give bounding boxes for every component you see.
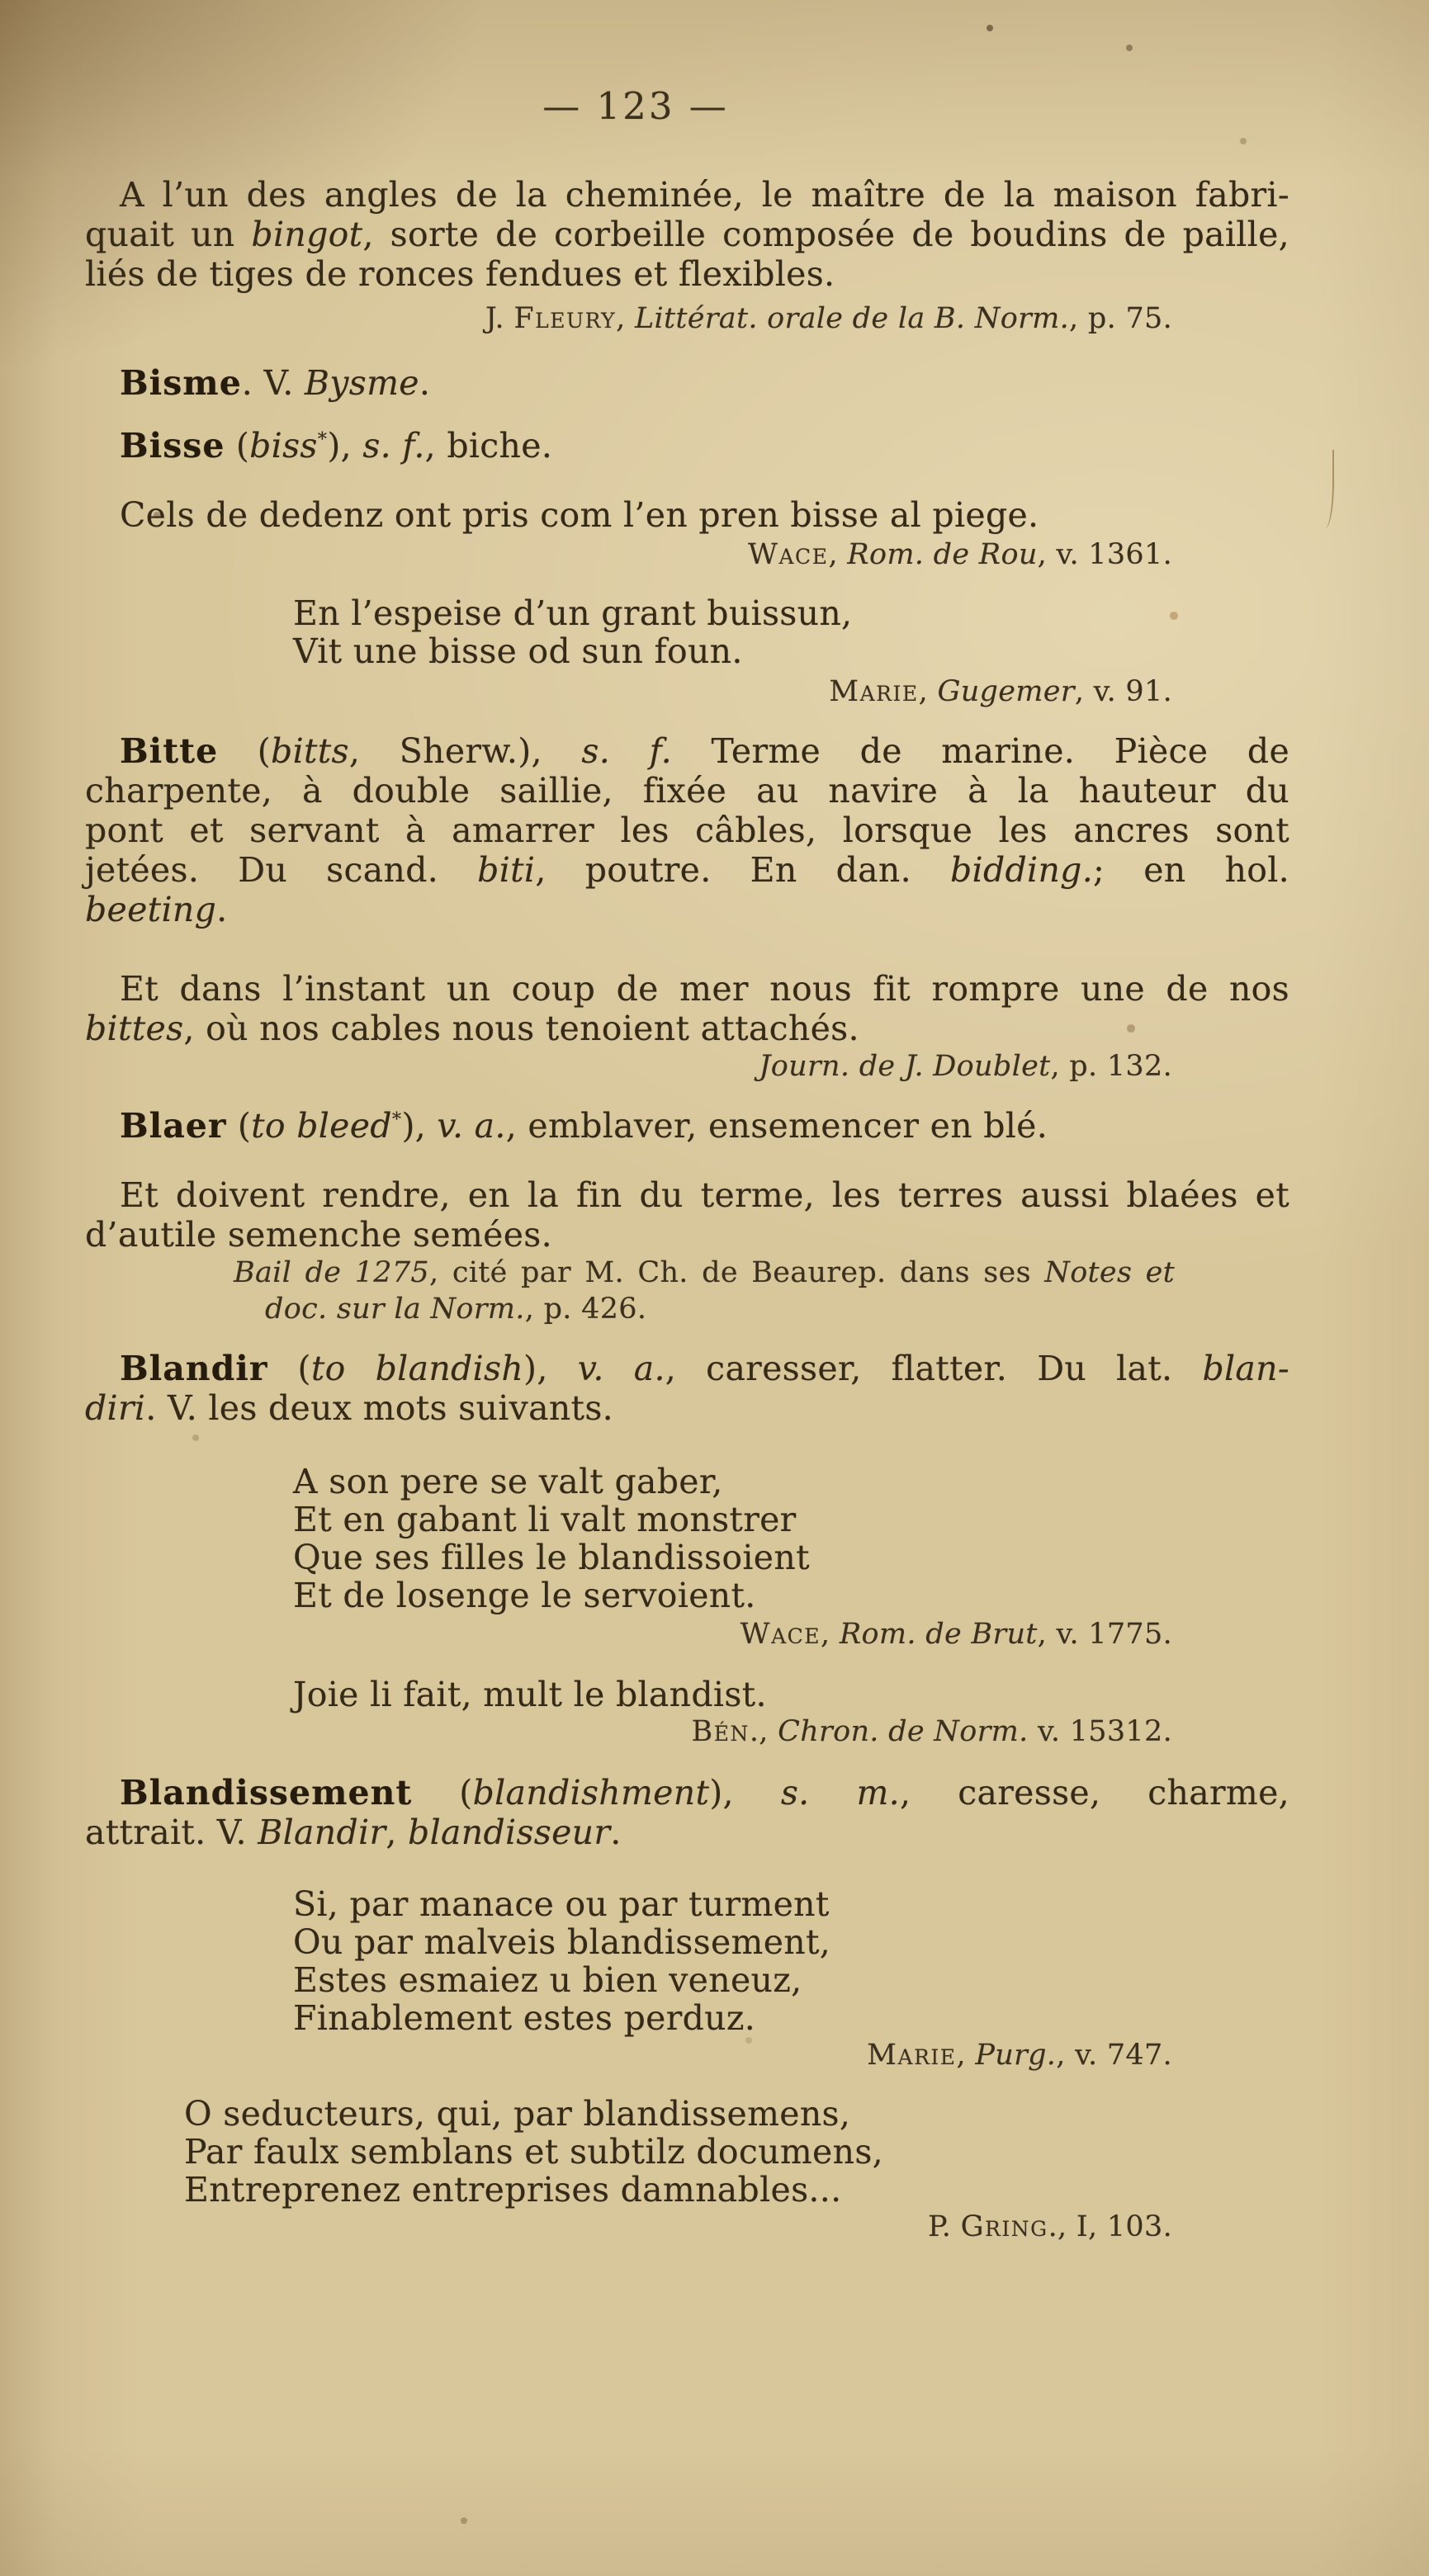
text-run: to blandish [310, 1349, 524, 1388]
text-line [85, 969, 1289, 1009]
text-run: Blaer [120, 1106, 227, 1146]
text-run: , Sherw.), [348, 731, 582, 771]
text-run: Que ses filles le blandissoient [293, 1538, 810, 1577]
text-run: Terme de marine. Pièce de [671, 731, 1290, 771]
citation-wace-brut [85, 1616, 1289, 1652]
text-run: Si, par manace ou par turment [293, 1884, 830, 1924]
text-run: , poutre. En dan. [535, 850, 950, 890]
text-run: . [419, 363, 431, 403]
text-line [85, 1388, 1289, 1428]
text-run: Gugemer [937, 675, 1075, 708]
text-run: Rom. de Brut [839, 1618, 1038, 1651]
text-run: blan- [1202, 1349, 1289, 1388]
text-run: quait un [85, 215, 252, 254]
quote-o-seducteurs [184, 2095, 1289, 2209]
text-run: , p. 75. [1069, 302, 1172, 335]
text-line [293, 632, 1289, 670]
entry-blaer [85, 1106, 1289, 1146]
text-run: Purg. [975, 2039, 1057, 2072]
text-run: ( [225, 426, 250, 466]
text-run: Blandir [258, 1813, 386, 1852]
text-run: Wace [740, 1618, 821, 1651]
text-run: ), [709, 1773, 781, 1813]
text-run: s. f. [362, 426, 425, 466]
text-run: Bisme [120, 363, 242, 403]
text-run: Par faulx semblans et subtilz documens, [184, 2132, 883, 2172]
text-line [85, 1813, 1289, 1852]
text-run: Ou par malveis blandissement, [293, 1922, 831, 1962]
text-run: biss [249, 426, 318, 466]
text-run: Et dans l’instant un coup de mer nous fit rompre une de nos [120, 969, 1289, 1009]
text-run: biti [477, 850, 536, 890]
text-run: Blandir [120, 1349, 268, 1388]
text-line [85, 771, 1289, 811]
text-line [85, 890, 1289, 929]
text-line [85, 254, 1289, 294]
text-line [184, 2095, 1289, 2133]
text-run: A son pere se valt gaber, [293, 1462, 723, 1501]
text-line [85, 426, 1289, 466]
text-run: * [317, 428, 328, 451]
text-line [85, 1175, 1289, 1215]
text-run: diri [85, 1388, 146, 1428]
text-run: v. 15312. [1028, 1715, 1172, 1748]
text-run: Joie li fait, mult le blandist. [293, 1675, 767, 1714]
text-run: v. a. [577, 1349, 665, 1388]
text-line [85, 1106, 1289, 1146]
text-run: Marie [829, 675, 919, 708]
page-number: — 123 — [542, 84, 729, 128]
verse-joie [293, 1676, 1289, 1713]
text-run: , où nos cables nous tenoient attachés. [183, 1009, 859, 1048]
text-run: ( [267, 1349, 311, 1388]
text-run: , biche. [424, 426, 553, 466]
text-run: jetées. Du scand. [85, 850, 478, 890]
text-line [234, 1291, 1175, 1327]
text-run: Journ. de J. Doublet [759, 1050, 1051, 1083]
text-line [85, 175, 1289, 215]
text-line [293, 1923, 1289, 1961]
text-run: s. f. [581, 731, 672, 771]
text-run: Fleury [513, 302, 617, 335]
text-run: s. m. [780, 1773, 900, 1813]
text-line [85, 363, 1289, 403]
text-line [293, 1539, 1289, 1576]
text-run: ., I, 103. [1048, 2210, 1172, 2243]
quote-et-doivent [85, 1175, 1289, 1255]
text-run: * [391, 1108, 402, 1131]
text-line [293, 1576, 1289, 1614]
text-line [293, 1999, 1289, 2037]
text-run: , cité par M. Ch. de Beaurep. dans ses [429, 1256, 1045, 1289]
text-run: Chron. de Norm. [778, 1715, 1029, 1748]
citation-marie-purg [85, 2037, 1289, 2073]
text-run: v. a. [437, 1106, 506, 1146]
text-run: Gring [960, 2210, 1048, 2243]
text-run: bittes [85, 1009, 184, 1048]
text-line [85, 1713, 1172, 1750]
text-line [293, 1501, 1289, 1539]
text-run: liés de tiges de ronces fendues et flexibles. [85, 254, 835, 294]
citation-doublet [85, 1048, 1289, 1085]
text-run: . V. les deux mots suivants. [145, 1388, 614, 1428]
text-run: ), [401, 1106, 438, 1146]
text-line [234, 1255, 1175, 1291]
text-run: ( [226, 1106, 252, 1146]
text-run: ., [749, 1715, 778, 1748]
citation-ben [85, 1713, 1289, 1750]
text-run: Blandissement [120, 1773, 413, 1813]
text-run: , caresser, flatter. Du lat. [665, 1349, 1203, 1388]
paper-specks [0, 0, 3, 3]
text-run: Et doivent rendre, en la fin du terme, les terres aussi blaées et [120, 1175, 1289, 1215]
text-run: doc. sur la Norm. [265, 1293, 525, 1326]
verse-si-par-manace [293, 1885, 1289, 2037]
text-run: Et en gabant li valt monstrer [293, 1500, 797, 1539]
text-run: attrait. V. [85, 1813, 258, 1852]
text-line [85, 674, 1172, 710]
text-run: ), [523, 1349, 578, 1388]
text-run: bingot [251, 215, 363, 254]
text-run: , sorte de corbeille composée de boudins de paille, [362, 215, 1289, 254]
text-line [85, 2037, 1172, 2073]
text-run: J. [485, 302, 514, 335]
text-run: , v. 747. [1056, 2039, 1172, 2072]
text-line [85, 536, 1172, 573]
text-run: . [610, 1813, 622, 1852]
text-run: beeting [85, 890, 217, 929]
paragraph-bingot [85, 175, 1289, 294]
text-line [85, 1349, 1289, 1388]
text-run: , v. 1775. [1037, 1618, 1172, 1651]
text-line [85, 1616, 1172, 1652]
entry-blandir [85, 1349, 1289, 1428]
text-line [85, 2209, 1172, 2245]
text-line [85, 811, 1289, 850]
text-run: , v. 1361. [1037, 538, 1172, 571]
text-run: Bail de 1275 [234, 1256, 430, 1289]
text-run: bidding. [950, 850, 1094, 890]
paper-fiber [1319, 450, 1334, 528]
text-run: , [616, 302, 635, 335]
text-run: Wace [748, 538, 829, 571]
text-line [85, 850, 1289, 890]
text-run: P. [927, 2210, 961, 2243]
text-run: , [828, 538, 848, 571]
text-run: Bisse [120, 426, 225, 466]
entry-bisme [85, 363, 1289, 403]
text-line [85, 495, 1289, 535]
text-run: Cels de dedenz ont pris com l’en pren bisse al piege. [120, 495, 1039, 535]
text-run: to bleed [251, 1106, 392, 1146]
text-run: ( [412, 1773, 473, 1813]
text-run: blandishment [472, 1773, 710, 1813]
text-run: , [386, 1813, 409, 1852]
text-run: , [956, 2039, 976, 2072]
text-run: Et de losenge le servoient. [293, 1576, 756, 1615]
text-run: Notes et [1044, 1256, 1175, 1289]
text-line [85, 1773, 1289, 1813]
entry-bisse [85, 426, 1289, 466]
text-line [85, 1009, 1289, 1048]
citation-fleury [85, 300, 1289, 337]
citation-wace-rou [85, 536, 1289, 573]
text-run: bitts [271, 731, 349, 771]
text-content [85, 0, 1289, 2245]
text-run: , [821, 1618, 840, 1651]
verse-a-son-pere [293, 1463, 1289, 1614]
text-run: O seducteurs, qui, par blandissemens, [184, 2094, 851, 2134]
text-line [293, 1961, 1289, 1999]
text-run: blandisseur [408, 1813, 611, 1852]
text-run: d’autile semenche semées. [85, 1215, 552, 1255]
text-line [293, 1463, 1289, 1501]
text-line [293, 1676, 1289, 1713]
text-line [85, 731, 1289, 771]
text-line [184, 2133, 1289, 2171]
text-run: Finablement estes perduz. [293, 1998, 756, 2038]
text-run: , v. 91. [1074, 675, 1172, 708]
text-run: , [918, 675, 938, 708]
citation-marie-gugemer [85, 674, 1289, 710]
text-run: , emblaver, ensemencer en blé. [505, 1106, 1048, 1146]
text-run: , p. 426. [524, 1293, 647, 1326]
quote-cels [85, 495, 1289, 535]
verse-en-lespeise [293, 594, 1289, 670]
text-run: Vit une bisse od sun foun. [293, 631, 743, 671]
citation-bail [234, 1255, 1175, 1327]
text-line [85, 1215, 1289, 1255]
text-run: Bysme [304, 363, 419, 403]
text-line [85, 215, 1289, 254]
text-run: ( [218, 731, 272, 771]
text-run: charpente, à double saillie, fixée au navire à la hauteur du [85, 771, 1289, 811]
text-run: Littérat. orale de la B. Norm. [634, 302, 1070, 335]
text-run: Bitte [120, 731, 219, 771]
text-line [85, 300, 1172, 337]
text-line [293, 594, 1289, 632]
text-line [184, 2171, 1289, 2209]
text-line [85, 1048, 1172, 1085]
text-run: Rom. de Rou [847, 538, 1038, 571]
text-run: A l’un des angles de la cheminée, le maître de la maison fabri- [120, 175, 1289, 215]
text-run: Marie [867, 2039, 957, 2072]
text-run: Bén [691, 1715, 750, 1748]
text-run: ), [327, 426, 363, 466]
text-run: ; en hol. [1093, 850, 1289, 890]
entry-bitte [85, 731, 1289, 929]
text-run: , caresse, charme, [899, 1773, 1289, 1813]
text-run: , p. 132. [1050, 1050, 1172, 1083]
text-run: pont et servant à amarrer les câbles, lorsque les ancres sont [85, 811, 1289, 850]
text-run: . [216, 890, 228, 929]
text-run: . V. [241, 363, 305, 403]
text-run: En l’espeise d’un grant buissun, [293, 593, 853, 633]
text-run: Entreprenez entreprises damnables... [184, 2170, 842, 2210]
quote-et-dans [85, 969, 1289, 1048]
text-line [293, 1885, 1289, 1923]
entry-blandissement [85, 1773, 1289, 1852]
citation-gring [85, 2209, 1289, 2245]
text-run: Estes esmaiez u bien veneuz, [293, 1960, 802, 2000]
